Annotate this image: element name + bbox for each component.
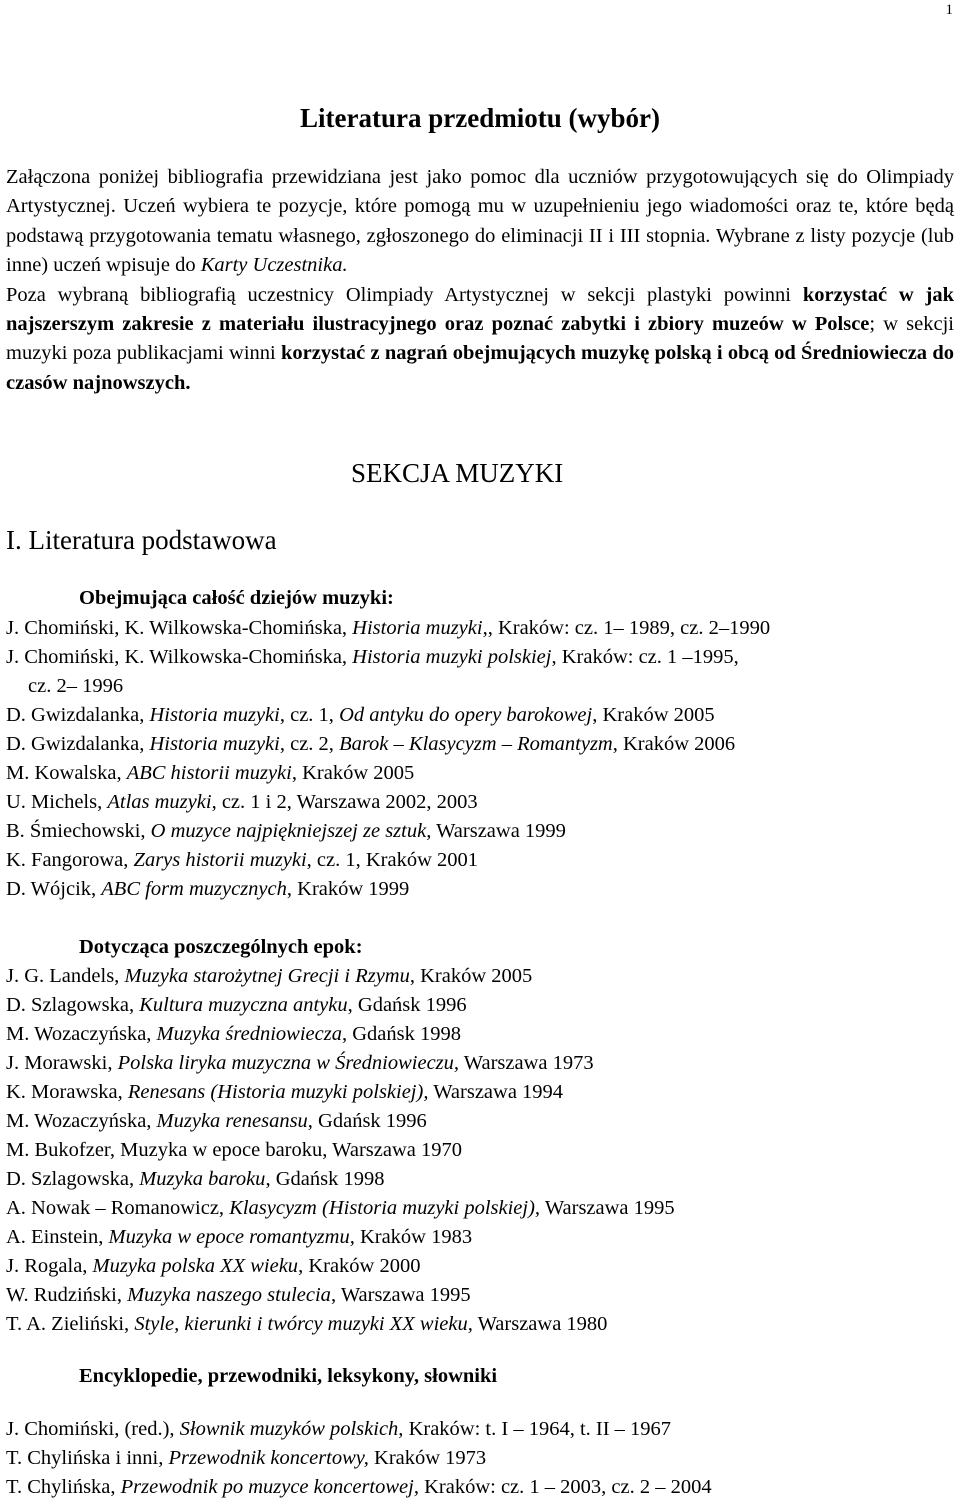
bib-continuation: cz. 2– 1996 — [28, 675, 124, 697]
group3-list — [6, 1415, 954, 1502]
bib-title: Historia muzyki — [352, 617, 483, 639]
group2-heading: Dotycząca poszczególnych epok: — [79, 936, 363, 958]
bib-author: M. Kowalska, — [6, 762, 127, 784]
bib-title: Słownik muzyków polskich, — [179, 1418, 404, 1440]
bib-author: T. A. Zieliński, — [6, 1313, 135, 1335]
bib-rest: Kraków 1973 — [368, 1447, 487, 1469]
bib-item — [6, 817, 954, 846]
bib-rest: , cz. 1, — [279, 704, 340, 726]
bib-rest: Warszawa 1973 — [459, 1052, 594, 1074]
bib-title: Muzyka renesansu — [156, 1110, 308, 1132]
bib-author: J. G. Landels, — [6, 965, 125, 987]
bib-author: M. Bukofzer, Muzyka w epoce baroku, Warszawa 1970 — [6, 1139, 462, 1161]
bib-rest-2: , Kraków 2005 — [592, 704, 715, 726]
bib-rest: , cz. 1, Kraków 2001 — [306, 849, 479, 871]
bib-title: Muzyka starożytnej Grecji i Rzymu — [124, 965, 410, 987]
bib-item — [6, 614, 954, 643]
bib-rest: , Kraków 1999 — [286, 878, 410, 900]
bib-title: Zarys historii muzyki — [133, 849, 307, 871]
bib-item — [6, 1473, 954, 1502]
bib-item — [6, 875, 954, 904]
bib-author: D. Gwizdalanka, — [6, 733, 150, 755]
intro-p1-italic: Karty Uczestnika. — [200, 254, 348, 277]
page-title: Literatura przedmiotu (wybór) — [300, 103, 660, 133]
bib-title: ABC historii muzyki — [126, 762, 292, 784]
bib-rest: , Kraków 2005 — [409, 965, 533, 987]
bib-author: T. Chylińska i inni, — [6, 1447, 169, 1469]
bib-rest: Warszawa 1995 — [540, 1197, 675, 1219]
bib-item — [6, 701, 954, 730]
bib-item — [6, 1415, 954, 1444]
bib-author: A. Nowak – Romanowicz, — [6, 1197, 230, 1219]
bib-author: J. Chomiński, (red.), — [6, 1418, 180, 1440]
bib-item — [6, 1444, 954, 1473]
section-title: SEKCJA MUZYKI — [351, 458, 564, 488]
bib-title: Muzyka naszego stulecia — [127, 1284, 331, 1306]
bib-author: D. Gwizdalanka, — [6, 704, 150, 726]
bib-rest: , Gdańsk 1996 — [307, 1110, 427, 1132]
bib-rest: , Gdańsk 1998 — [265, 1168, 385, 1190]
bib-item — [6, 1310, 954, 1339]
bib-rest: , Warszawa 1995 — [330, 1284, 471, 1306]
bib-item — [6, 962, 954, 991]
bib-author: J. Chomiński, K. Wilkowska-Chomińska, — [6, 617, 353, 639]
bib-rest: , cz. 1 i 2, Warszawa 2002, 2003 — [211, 791, 478, 813]
bib-title: Muzyka w epoce romantyzmu, — [108, 1226, 355, 1248]
bib-author: D. Wójcik, — [6, 878, 102, 900]
bib-rest: , Kraków: cz. 1 – 2003, cz. 2 – 2004 — [413, 1476, 712, 1498]
page-number: 1 — [945, 2, 953, 18]
bib-author: U. Michels, — [6, 791, 108, 813]
intro-p2-bold-b: korzystać z nagrań obejmujących muzykę polską i obcą od Średniowiecza do czasów najnowszych. — [6, 342, 954, 394]
bib-title: O muzyce najpiękniejszej ze sztuk, — [150, 820, 432, 842]
bib-rest: , cz. 2, — [279, 733, 340, 755]
bib-author: T. Chylińska, — [6, 1476, 121, 1498]
bib-title: Historia muzyki — [149, 733, 280, 755]
bib-item — [6, 1020, 954, 1049]
bib-title: Muzyka baroku — [139, 1168, 266, 1190]
bib-item — [6, 1194, 954, 1223]
bib-rest-2: , Kraków 2006 — [612, 733, 736, 755]
bib-rest: Kraków: t. I – 1964, t. II – 1967 — [403, 1418, 672, 1440]
bib-title: Renesans (Historia muzyki polskiej), — [127, 1081, 429, 1103]
bib-title-2: Od antyku do opery barokowej — [339, 704, 593, 726]
intro-p1-text: Załączona poniżej bibliografia przewidziana jest jako pomoc dla uczniów przygotowujących się do Olimpiady Artystycznej. Uczeń wybiera te pozycje, które pomogą mu w uzupełnieniu jego wiadomości oraz te, które będą podstawą przygotowania tematu własnego, zgłoszonego do eliminacji II i III stopnia. Wybrane z listy pozycje (lub inne) uczeń wpisuje do — [6, 166, 954, 277]
bib-author: D. Szlagowska, — [6, 1168, 140, 1190]
intro-paragraph-1 — [6, 163, 954, 281]
bib-rest: , Kraków: cz. 1 –1995, — [551, 646, 739, 668]
bib-item — [6, 1078, 954, 1107]
bib-title: Przewodnik po muzyce koncertowej — [120, 1476, 414, 1498]
bib-author: W. Rudziński, — [6, 1284, 128, 1306]
group2-list — [6, 962, 954, 1339]
bib-item — [6, 643, 954, 701]
bib-rest: Warszawa 1994 — [428, 1081, 564, 1103]
group3-heading: Encyklopedie, przewodniki, leksykony, słowniki — [79, 1365, 498, 1387]
bib-item — [6, 788, 954, 817]
bib-item — [6, 1252, 954, 1281]
bib-author: K. Morawska, — [6, 1081, 128, 1103]
bib-author: M. Wozaczyńska, — [6, 1023, 157, 1045]
bib-item — [6, 1049, 954, 1078]
bib-item — [6, 759, 954, 788]
intro-p2-bold-a: korzystać w jak najszerszym zakresie z materiału ilustracyjnego oraz poznać zabytki i zbiory muzeów w Polsce — [6, 283, 954, 336]
bib-title-2: Barok – Klasycyzm – Romantyzm — [339, 733, 613, 755]
intro-p2-text-b: ; w sekcji muzyki poza publikacjami winni — [6, 313, 954, 365]
group1-heading: Obejmująca całość dziejów muzyki: — [79, 587, 394, 609]
bib-title: Style, kierunki i twórcy muzyki XX wieku, — [134, 1313, 473, 1335]
bib-title: Przewodnik koncertowy, — [168, 1447, 369, 1469]
bib-item — [6, 991, 954, 1020]
intro-p2-text-a: Poza wybraną bibliografią uczestnicy Olimpiady Artystycznej w sekcji plastyki powinni — [6, 283, 803, 306]
bib-rest: , Gdańsk 1996 — [347, 994, 467, 1016]
bib-rest: , Kraków 2000 — [298, 1255, 421, 1277]
bib-item — [6, 1281, 954, 1310]
intro-text — [6, 163, 954, 398]
subsection-title: I. Literatura podstawowa — [6, 525, 277, 555]
bib-title: Polska liryka muzyczna w Średniowieczu, — [117, 1052, 460, 1074]
bib-rest: Warszawa 1999 — [431, 820, 566, 842]
bib-rest: Kraków 1983 — [354, 1226, 473, 1248]
bib-title: Kultura muzyczna antyku — [139, 994, 348, 1016]
bib-author: A. Einstein, — [6, 1226, 109, 1248]
bib-title: Klasycyzm (Historia muzyki polskiej), — [229, 1197, 541, 1219]
bib-author: J. Chomiński, K. Wilkowska-Chomińska, — [6, 646, 353, 668]
bib-rest: , Kraków 2005 — [291, 762, 415, 784]
bib-author: D. Szlagowska, — [6, 994, 140, 1016]
bib-item — [6, 1136, 954, 1165]
bib-title: Muzyka polska XX wieku — [92, 1255, 299, 1277]
bib-title: Atlas muzyki — [107, 791, 212, 813]
bib-author: J. Morawski, — [6, 1052, 118, 1074]
bib-rest: , Gdańsk 1998 — [341, 1023, 461, 1045]
bib-author: M. Wozaczyńska, — [6, 1110, 157, 1132]
bib-rest: ,, Kraków: cz. 1– 1989, cz. 2–1990 — [482, 617, 771, 639]
bib-title: Historia muzyki polskiej — [352, 646, 552, 668]
bib-author: K. Fangorowa, — [6, 849, 134, 871]
bib-item — [6, 1223, 954, 1252]
bib-author: B. Śmiechowski, — [6, 820, 151, 842]
intro-paragraph-2 — [6, 281, 954, 399]
bib-title: Muzyka średniowiecza — [156, 1023, 342, 1045]
bib-item — [6, 730, 954, 759]
bib-item — [6, 846, 954, 875]
bib-title: Historia muzyki — [149, 704, 280, 726]
group1-list — [6, 614, 954, 904]
bib-rest: Warszawa 1980 — [472, 1313, 608, 1335]
bib-item — [6, 1107, 954, 1136]
bib-title: ABC form muzycznych — [101, 878, 287, 900]
bib-author: J. Rogala, — [6, 1255, 93, 1277]
bib-item — [6, 1165, 954, 1194]
